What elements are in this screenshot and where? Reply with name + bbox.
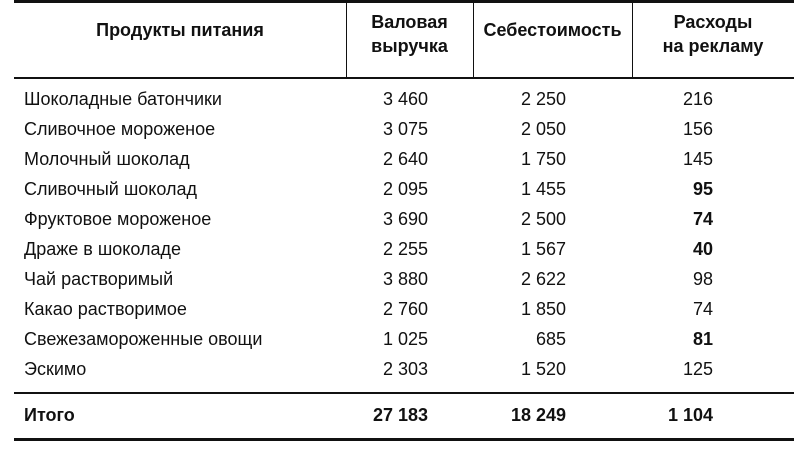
cost-cell: 1 520: [520, 359, 566, 379]
cost-cell: 1 455: [520, 179, 566, 199]
total-revenue: 27 183: [372, 405, 428, 425]
header-revenue: [346, 10, 473, 58]
cost-cell: 2 500: [520, 209, 566, 229]
product-cell: Сливочное мороженое: [24, 119, 216, 139]
revenue-cell: 2 303: [382, 359, 428, 379]
total-label: Итого: [24, 405, 75, 425]
product-cell: Фруктовое мороженое: [24, 209, 212, 229]
revenue-cell: 3 880: [382, 269, 428, 289]
ads-cell: 40: [692, 239, 713, 259]
revenue-cell: 2 760: [382, 299, 428, 319]
table-row: [0, 204, 806, 234]
revenue-cell: 3 460: [382, 89, 428, 109]
table-row: [0, 324, 806, 354]
ads-cell: 145: [682, 149, 713, 169]
table-row: [0, 264, 806, 294]
total-row: [0, 399, 806, 431]
ads-cell: 125: [682, 359, 713, 379]
revenue-cell: 2 640: [382, 149, 428, 169]
revenue-cell: 1 025: [382, 329, 428, 349]
header-ads-line1: Расходы: [673, 12, 753, 32]
header-ads-line2: на рекламу: [662, 36, 764, 56]
revenue-cell: 3 075: [382, 119, 428, 139]
cost-cell: 2 050: [520, 119, 566, 139]
product-cell: Шоколадные батончики: [24, 89, 222, 109]
cost-cell: 1 750: [520, 149, 566, 169]
revenue-cell: 3 690: [382, 209, 428, 229]
ads-cell: 74: [692, 209, 713, 229]
table-row: [0, 84, 806, 114]
header-ads: [632, 10, 794, 58]
cost-cell: 2 622: [520, 269, 566, 289]
product-cell: Драже в шоколаде: [24, 239, 181, 259]
revenue-cell: 2 095: [382, 179, 428, 199]
total-cost: 18 249: [510, 405, 566, 425]
total-top-rule: [14, 392, 794, 394]
cost-cell: 2 250: [520, 89, 566, 109]
product-cell: Молочный шоколад: [24, 149, 190, 169]
ads-cell: 216: [682, 89, 713, 109]
revenue-cell: 2 255: [382, 239, 428, 259]
header-revenue-line1: Валовая: [371, 12, 448, 32]
table-row: [0, 114, 806, 144]
ads-cell: 95: [692, 179, 713, 199]
ads-cell: 98: [692, 269, 713, 289]
table-row: [0, 174, 806, 204]
total-ads: 1 104: [667, 405, 713, 425]
product-cell: Эскимо: [24, 359, 87, 379]
ads-cell: 74: [692, 299, 713, 319]
product-cell: Чай растворимый: [24, 269, 174, 289]
cost-cell: 1 850: [520, 299, 566, 319]
table-top-rule: [14, 0, 794, 3]
table-row: [0, 234, 806, 264]
header-cost: Себестоимость: [483, 20, 622, 40]
table-row: [0, 354, 806, 384]
product-cell: Какао растворимое: [24, 299, 187, 319]
table-bottom-rule: [14, 438, 794, 441]
product-cell: Свежезамороженные овощи: [24, 329, 263, 349]
ads-cell: 156: [682, 119, 713, 139]
header-product: Продукты питания: [96, 20, 264, 40]
table-row: [0, 294, 806, 324]
product-cell: Сливочный шоколад: [24, 179, 198, 199]
cost-cell: 1 567: [520, 239, 566, 259]
ads-cell: 81: [692, 329, 713, 349]
table-row: [0, 144, 806, 174]
header-bottom-rule: [14, 77, 794, 79]
cost-cell: 685: [535, 329, 566, 349]
header-revenue-line2: выручка: [371, 36, 448, 56]
